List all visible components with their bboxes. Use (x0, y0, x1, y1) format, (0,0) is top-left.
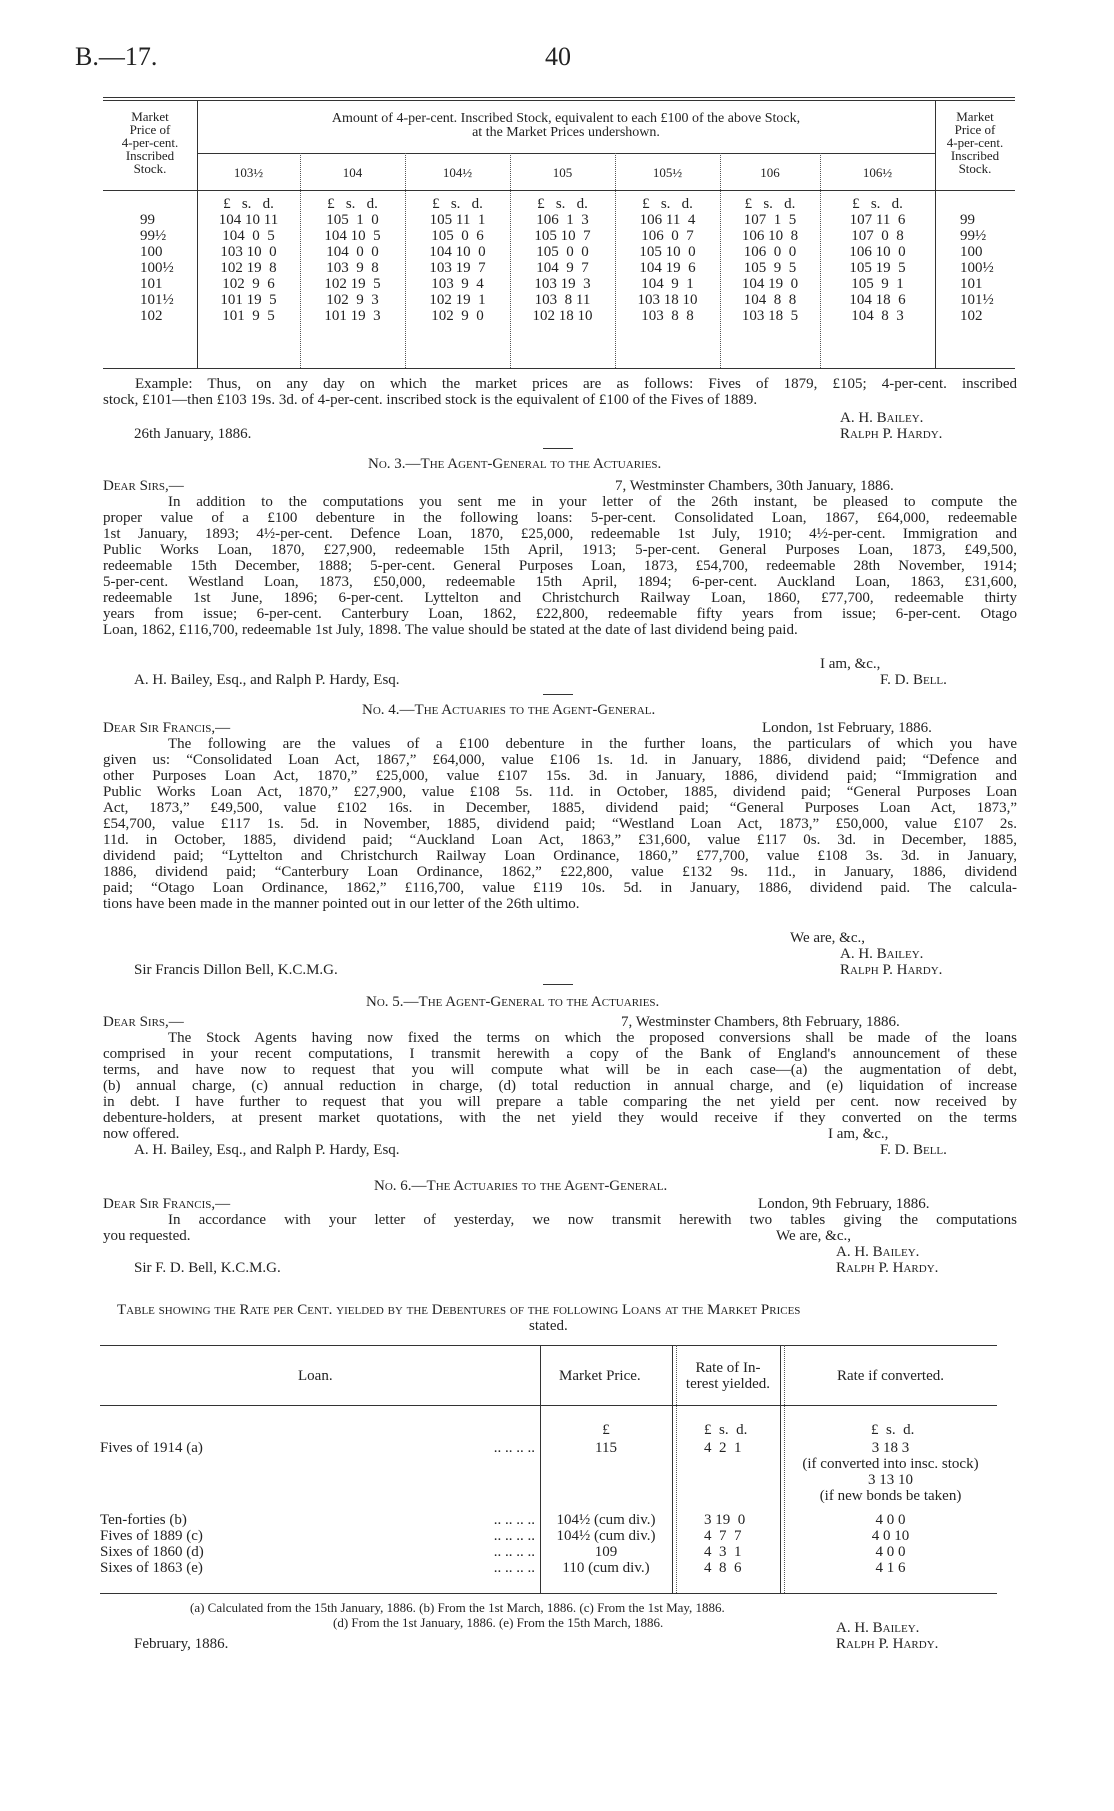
unit-label: £ s. d. (642, 196, 693, 212)
date: February, 1886. (134, 1636, 229, 1652)
right-header-line: Market (956, 109, 994, 124)
stock-amount: 102 9 6 (222, 276, 275, 292)
stock-amount: 106 10 0 (849, 244, 906, 260)
leader-dots: .. .. .. .. (493, 1512, 535, 1528)
body-line: other Purposes Loan Act, 1870,” £25,000, value £107 15s. 3d. in January, 1886, dividend paid; “Immigration and (103, 768, 1017, 784)
unit-label: £ (602, 1422, 610, 1438)
interest-rate: 4 8 6 (704, 1560, 742, 1576)
loan-name: Fives of 1889 (c) (100, 1528, 203, 1544)
stock-amount: 106 0 0 (743, 244, 797, 260)
addressee: A. H. Bailey, Esq., and Ralph P. Hardy, Esq. (134, 1142, 400, 1158)
closing: I am, &c., (828, 1126, 889, 1142)
market-price: 104½ (cum div.) (556, 1528, 656, 1544)
converted-rate: 4 0 0 (875, 1512, 906, 1528)
stock-amount: 101 19 5 (220, 292, 277, 308)
signature: A. H. Bailey. (840, 410, 924, 426)
left-header-line: Stock. (133, 161, 167, 176)
stock-amount: 104 10 11 (218, 212, 279, 228)
stock-amount: 103 10 0 (220, 244, 277, 260)
market-price: 99½ (960, 228, 987, 244)
body-line: 11d. in October, 1885, dividend paid; “Auckland Loan Act, 1863,” £31,600, value £117 0s. 3d. in December, 1885, (103, 832, 1017, 848)
signature: F. D. Bell. (880, 1142, 947, 1158)
body-line: Public Works Loan, 1870, £27,900, redeemable 15th April, 1913; 5-per-cent. General Purposes Loan, 1873, £49,500, (103, 542, 1017, 558)
market-price: 99 (140, 212, 155, 228)
signature: A. H. Bailey. (840, 946, 924, 962)
stock-amount: 104 8 8 (743, 292, 797, 308)
addressee: Sir F. D. Bell, K.C.M.G. (134, 1260, 281, 1276)
stock-amount: 104 9 1 (641, 276, 694, 292)
stock-amount: 104 0 5 (222, 228, 275, 244)
stock-amount: 107 0 8 (851, 228, 904, 244)
stock-amount: 104 9 7 (536, 260, 589, 276)
stock-amount: 106 0 7 (641, 228, 694, 244)
loan-name: Sixes of 1863 (e) (100, 1560, 203, 1576)
column-header: terest yielded. (685, 1376, 771, 1392)
unit-label: £ s. d. (223, 196, 274, 212)
salutation: Dear Sirs,— (103, 1014, 184, 1030)
body-line: Loan, 1862, £116,700, redeemable 1st July, 1898. The value should be stated at the date of last dividend being paid. (103, 622, 798, 638)
date: 26th January, 1886. (134, 426, 252, 442)
signature: Ralph P. Hardy. (836, 1636, 939, 1652)
stock-amount: 106 1 3 (536, 212, 589, 228)
column-header: Rate if converted. (836, 1368, 945, 1384)
letter-address: London, 9th February, 1886. (758, 1196, 930, 1212)
signature: F. D. Bell. (880, 672, 947, 688)
unit-label: £ s. d. (871, 1422, 915, 1438)
converted-rate: (if converted into insc. stock) (802, 1456, 979, 1472)
market-price: 101½ (960, 292, 994, 308)
converted-rate: 3 18 3 (871, 1440, 910, 1456)
span-header-line: Amount of 4-per-cent. Inscribed Stock, equivalent to each £100 of the above Stock, (331, 111, 801, 126)
body-line: terms, and have now to request that you will compute what will be in each case—(a) the augmentation of debt, (103, 1062, 1017, 1078)
stock-amount: 105 0 6 (431, 228, 484, 244)
letter-title: No. 5.—The Agent-General to the Actuaries. (366, 994, 660, 1010)
stock-amount: 102 9 3 (326, 292, 379, 308)
signature: A. H. Bailey. (836, 1244, 920, 1260)
body-line: now offered. (103, 1126, 180, 1142)
market-price: 100 (960, 244, 983, 260)
right-header-line: Stock. (958, 161, 992, 176)
market-price: 102 (140, 308, 163, 324)
loan-name: Ten-forties (b) (100, 1512, 187, 1528)
signature: A. H. Bailey. (836, 1620, 920, 1636)
column-header: 104 (342, 165, 363, 180)
column-header: Rate of In- (695, 1360, 761, 1376)
stock-amount: 106 11 4 (639, 212, 696, 228)
table-caption (117, 1302, 800, 1318)
signature: Ralph P. Hardy. (836, 1260, 939, 1276)
left-header (103, 110, 197, 175)
salutation: Dear Sir Francis,— (103, 1196, 231, 1212)
closing: We are, &c., (790, 930, 865, 946)
stock-amount: 105 19 5 (849, 260, 906, 276)
stock-amount: 103 19 3 (534, 276, 591, 292)
footnote: (d) From the 1st January, 1886. (e) From the 15th March, 1886. (333, 1615, 664, 1630)
body-line: 5-per-cent. Westland Loan, 1873, £50,000, redeemable 15th April, 1894; 6-per-cent. Auckland Loan, 1863, £31,600, (103, 574, 1017, 590)
body-line: In addition to the computations you sent me in your letter of the 26th instant, be pleased to compute the (168, 494, 1017, 510)
stock-amount: 102 19 5 (324, 276, 381, 292)
stock-amount: 103 19 7 (429, 260, 486, 276)
leader-dots: .. .. .. .. (493, 1440, 535, 1456)
letter-title: No. 6.—The Actuaries to the Agent-General. (374, 1178, 668, 1194)
unit-label: £ s. d. (432, 196, 483, 212)
stock-amount: 102 9 0 (431, 308, 484, 324)
left-header-line: Inscribed (125, 148, 175, 163)
leader-dots: .. .. .. .. (493, 1560, 535, 1576)
stock-amount: 106 10 8 (741, 228, 799, 244)
body-line: dividend paid; “Lyttelton and Christchurch Railway Loan Ordinance, 1860,” £77,700, value £108 3s. 3d. in January, (103, 848, 1017, 864)
converted-rate: 3 13 10 (868, 1472, 913, 1488)
letter-body (103, 736, 1017, 912)
footnote: (a) Calculated from the 15th January, 1886. (b) From the 1st March, 1886. (c) From the 1st May, 1886. (190, 1600, 725, 1615)
body-line: paid; “Otago Loan Ordinance, 1862,” £116,700, value £119 10s. 5d. in January, 1886, dividend paid. The calcula- (103, 880, 1017, 896)
body-line: 1st January, 1893; 4½-per-cent. Defence Loan, 1870, £25,000, redeemable 1st July, 1910; 4½-per-cent. Immigration and (103, 526, 1017, 542)
stock-amount: 105 9 1 (851, 276, 904, 292)
market-price: 100½ (140, 260, 174, 276)
right-header (935, 110, 1015, 175)
letter-address: 7, Westminster Chambers, 8th February, 1886. (621, 1014, 900, 1030)
body-line: 1886, dividend paid; “Canterbury Loan Ordinance, 1862,” £22,800, value £132 9s. 11d., in January, 1886, dividend (103, 864, 1017, 880)
letter-address: London, 1st February, 1886. (762, 720, 932, 736)
market-price: 104½ (cum div.) (556, 1512, 656, 1528)
stock-amount: 102 19 8 (220, 260, 277, 276)
stock-amount: 104 18 6 (849, 292, 906, 308)
right-header-line: Inscribed (950, 148, 1000, 163)
market-price: 109 (594, 1544, 618, 1560)
converted-rate: 4 0 10 (871, 1528, 910, 1544)
addressee: Sir Francis Dillon Bell, K.C.M.G. (134, 962, 338, 978)
letter-body (103, 494, 1017, 638)
right-header-line: 4-per-cent. (946, 135, 1004, 150)
stock-amount: 104 19 6 (639, 260, 696, 276)
loan-name: Fives of 1914 (a) (100, 1440, 203, 1456)
body-line: given us: “Consolidated Loan Act, 1867,” £64,000, value £106 1s. 1d. in January, 1886, dividend paid; “Defence and (103, 752, 1017, 768)
stock-amount: 103 18 5 (741, 308, 799, 324)
stock-amount: 105 11 1 (429, 212, 486, 228)
stock-amount: 102 19 1 (429, 292, 486, 308)
market-price: 99½ (140, 228, 167, 244)
closing: We are, &c., (776, 1228, 851, 1244)
column-header: 105 (552, 165, 573, 180)
interest-rate: 4 2 1 (704, 1440, 742, 1456)
interest-rate: 4 7 7 (704, 1528, 742, 1544)
market-price: 101 (960, 276, 983, 292)
example-paragraph (103, 376, 1017, 408)
market-price: 100 (140, 244, 163, 260)
stock-amount: 105 1 0 (326, 212, 379, 228)
stock-amount: 103 9 4 (431, 276, 484, 292)
unit-label: £ s. d. (537, 196, 588, 212)
body-line: debenture-holders, at present market quotations, with the net yield they would receive if they converted on the terms (103, 1110, 1017, 1126)
stock-amount: 103 9 8 (326, 260, 379, 276)
stock-amount: 102 18 10 (532, 308, 593, 324)
body-line: The Stock Agents having now fixed the terms on which the proposed conversions shall be made of the loans (168, 1030, 1017, 1046)
left-header-line: Market (131, 109, 169, 124)
example-line: Example: Thus, on any day on which the market prices are as follows: Fives of 1879, £105; 4-per-cent. inscribed (135, 376, 1017, 392)
market-price: 101 (140, 276, 163, 292)
interest-rate: 4 3 1 (704, 1544, 742, 1560)
market-price: 102 (960, 308, 983, 324)
stock-amount: 103 8 8 (641, 308, 694, 324)
unit-label: £ s. d. (704, 1422, 748, 1438)
converted-rate: 4 0 0 (875, 1544, 906, 1560)
stock-amount: 105 10 0 (639, 244, 696, 260)
closing: I am, &c., (820, 656, 881, 672)
body-line: redeemable 15th December, 1888; 5-per-cent. General Purposes Loan, 1873, £54,700, redeemable 28th November, 1914; (103, 558, 1017, 574)
stock-amount: 101 19 3 (324, 308, 381, 324)
body-line: in debt. I have further to request that you will prepare a table comparing the net yield per cent. now received by (103, 1094, 1017, 1110)
stock-amount: 105 10 7 (534, 228, 591, 244)
unit-label: £ s. d. (852, 196, 903, 212)
column-header: Market Price. (559, 1368, 641, 1384)
signature: Ralph P. Hardy. (840, 426, 943, 442)
letter-address: 7, Westminster Chambers, 30th January, 1886. (615, 478, 894, 494)
column-header: 104½ (442, 165, 473, 180)
market-price: 110 (cum div.) (562, 1560, 650, 1576)
stock-amount: 104 19 0 (741, 276, 799, 292)
market-price: 115 (595, 1440, 617, 1456)
span-header-line: at the Market Prices undershown. (472, 125, 660, 140)
letter-title: No. 4.—The Actuaries to the Agent-General. (362, 702, 656, 718)
stock-amount: 104 8 3 (851, 308, 904, 324)
market-price: 101½ (140, 292, 174, 308)
column-header: 105½ (652, 165, 683, 180)
right-header-line: Price of (954, 122, 996, 137)
leader-dots: .. .. .. .. (493, 1528, 535, 1544)
signature: Ralph P. Hardy. (840, 962, 943, 978)
body-line: years from issue; 6-per-cent. Canterbury Loan, 1862, £22,800, redeemable fifty years from issue; 6-per-cent. Otago (103, 606, 1017, 622)
page-number: 40 (545, 42, 571, 71)
span-header (197, 112, 935, 140)
table-caption-cont: stated. (529, 1318, 568, 1334)
column-header: Loan. (298, 1368, 333, 1384)
stock-amount: 107 11 6 (849, 212, 906, 228)
left-header-line: 4-per-cent. (121, 135, 179, 150)
body-line: £54,700, value £117 1s. 5d. in November, 1885, dividend paid; “Westland Loan Act, 1873,” £50,000, value £107 2s. (103, 816, 1017, 832)
market-price: 100½ (960, 260, 994, 276)
column-header: 103½ (233, 165, 264, 180)
stock-amount: 105 9 5 (743, 260, 797, 276)
converted-rate: (if new bonds be taken) (819, 1488, 962, 1504)
body-line: Public Works Loan Act, 1870,” £27,900, value £108 5s. 11d. in October, 1885, dividend paid; “General Purposes Loan (103, 784, 1017, 800)
converted-rate: 4 1 6 (875, 1560, 906, 1576)
stock-amount: 104 10 0 (429, 244, 486, 260)
column-header: 106 (760, 165, 780, 180)
unit-label: £ s. d. (744, 196, 796, 212)
stock-amount: 104 10 5 (324, 228, 381, 244)
addressee: A. H. Bailey, Esq., and Ralph P. Hardy, Esq. (134, 672, 400, 688)
column-header: 106½ (862, 165, 893, 180)
body-line: redeemable 1st June, 1896; 6-per-cent. Lyttelton and Christchurch Railway Loan, 1860, £77,700, redeemable thirty (103, 590, 1017, 606)
body-line: proper value of a £100 debenture in the following loans: 5-per-cent. Consolidated Loan, 1867, £64,000, redeemable (103, 510, 1017, 526)
unit-label: £ s. d. (327, 196, 378, 212)
document-reference: B.—17. (75, 42, 158, 71)
letter-body (103, 1212, 1017, 1244)
market-price: 99 (960, 212, 975, 228)
stock-amount: 103 8 11 (534, 292, 591, 308)
body-line: (b) annual charge, (c) annual reduction in charge, (d) total reduction in annual charge, and (e) liquidation of increase (103, 1078, 1017, 1094)
body-line: Act, 1873,” £49,500, value £102 16s. in December, 1885, dividend paid; “General Purposes Loan Act, 1873,” (103, 800, 1017, 816)
interest-rate: 3 19 0 (704, 1512, 746, 1528)
body-line: The following are the values of a £100 debenture in the further loans, the particulars of which you have (168, 736, 1017, 752)
example-line: stock, £101—then £103 19s. 3d. of 4-per-cent. inscribed stock is the equivalent of £100 of the Fives of 1889. (103, 392, 758, 408)
stock-amount: 103 18 10 (637, 292, 698, 308)
stock-amount: 101 9 5 (222, 308, 275, 324)
stock-amount: 107 1 5 (743, 212, 797, 228)
salutation: Dear Sirs,— (103, 478, 184, 494)
body-line: tions have been made in the manner pointed out in our letter of the 26th ultimo. (103, 896, 580, 912)
caption-text: Table showing the Rate per Cent. yielded by the Debentures of the following Loans at the Market Prices (117, 1302, 801, 1318)
body-line: In accordance with your letter of yesterday, we now transmit herewith two tables giving the computations (168, 1212, 1017, 1228)
stock-amount: 104 0 0 (326, 244, 379, 260)
stock-amount: 105 0 0 (536, 244, 589, 260)
body-line: you requested. (103, 1228, 191, 1244)
leader-dots: .. .. .. .. (493, 1544, 535, 1560)
left-header-line: Price of (129, 122, 171, 137)
body-line: comprised in your recent computations, I transmit herewith a copy of the Bank of England's announcement of these (103, 1046, 1017, 1062)
loan-name: Sixes of 1860 (d) (100, 1544, 204, 1560)
letter-title: No. 3.—The Agent-General to the Actuaries. (368, 456, 662, 472)
salutation: Dear Sir Francis,— (103, 720, 231, 736)
